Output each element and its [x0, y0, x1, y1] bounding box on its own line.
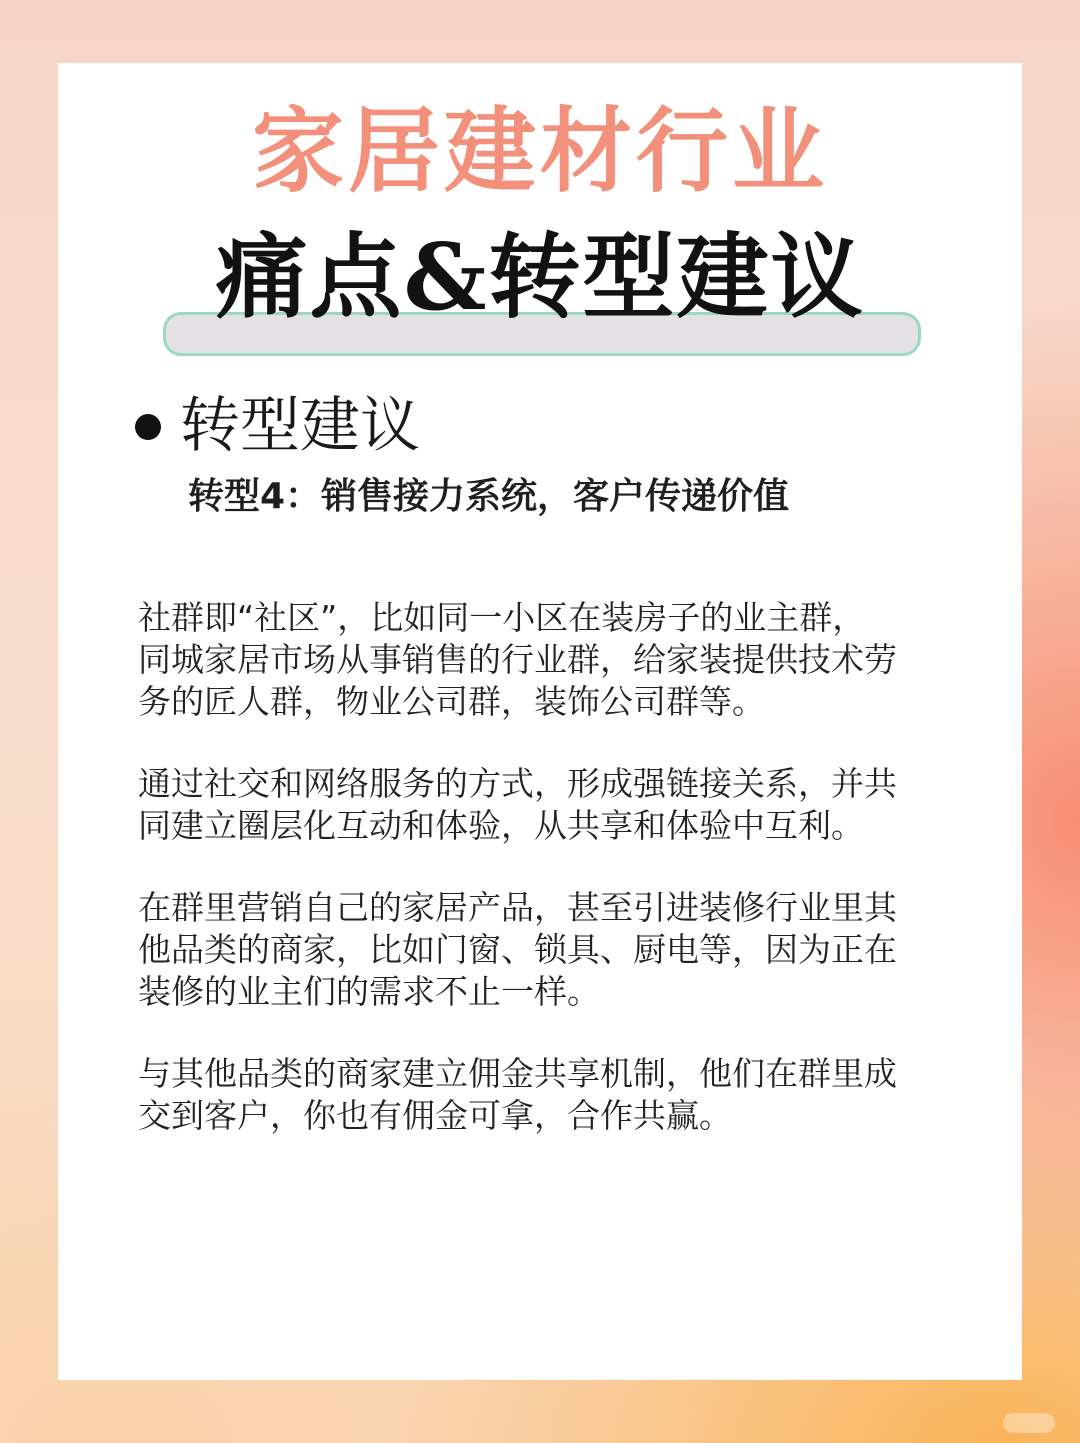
title-line-2: 痛点&转型建议 — [215, 223, 865, 331]
paragraph-line: 在群里营销自己的家居产品，甚至引进装修行业里其 — [138, 888, 897, 927]
paragraph-3 — [138, 887, 948, 1013]
paragraph-line: 与其他品类的商家建立佣金共享机制，他们在群里成 — [138, 1054, 897, 1093]
paragraph-line: 装修的业主们的需求不止一样。 — [138, 972, 600, 1011]
title-line-1: 家居建材行业 — [251, 97, 828, 205]
paragraph-line: 同建立圈层化互动和体验，从共享和体验中互利。 — [138, 806, 864, 845]
paragraph-4 — [138, 1053, 948, 1137]
paragraph-line: 交到客户，你也有佣金可拿，合作共赢。 — [138, 1096, 732, 1135]
paragraph-line: 务的匠人群，物业公司群，装饰公司群等。 — [138, 682, 765, 721]
paragraph-line: 他品类的商家，比如门窗、锁具、厨电等，因为正在 — [138, 930, 897, 969]
watermark-logo — [1003, 1413, 1055, 1433]
section-subheading: 转型4：销售接力系统，客户传递价值 — [188, 476, 790, 517]
paragraph-2 — [138, 763, 948, 847]
paragraph-line: 同城家居市场从事销售的行业群，给家装提供技术劳 — [138, 640, 897, 679]
paragraph-line: 通过社交和网络服务的方式，形成强链接关系，并共 — [138, 764, 897, 803]
section-heading: 转型建议 — [180, 391, 420, 461]
paragraph-line: 社群即“社区”，比如同一小区在装房子的业主群， — [138, 598, 866, 637]
body-paragraphs — [138, 597, 948, 1177]
bullet-dot-icon — [135, 414, 161, 440]
paragraph-1 — [138, 597, 948, 723]
